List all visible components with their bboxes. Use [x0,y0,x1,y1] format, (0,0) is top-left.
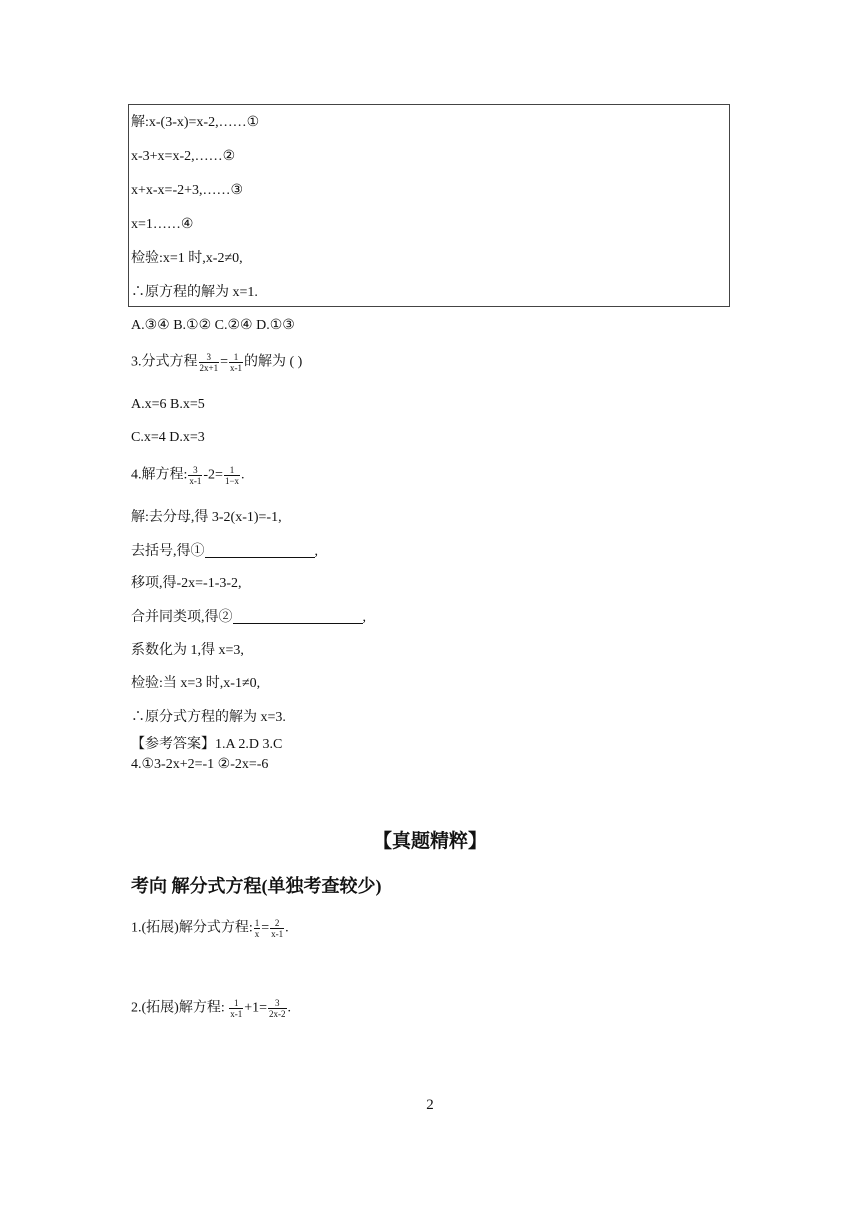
q2-options: A.③④ B.①② C.②④ D.①③ [131,318,295,333]
q4-frac1-num: 3 [188,465,202,476]
q3-question [131,352,302,373]
q4-prefix: 4.解方程: [131,467,188,483]
q3-suffix: 的解为 ( ) [243,354,303,370]
q3-frac2-den: x-1 [229,363,242,373]
q4-frac1-den: x-1 [189,476,202,486]
problem-2 [131,998,291,1019]
q4-mid: -2= [203,467,223,483]
q4-step-2 [131,541,318,562]
p2-mid: +1= [244,1000,268,1016]
answer-blank-1[interactable] [205,541,315,558]
p1-prefix: 1.(拓展)解分式方程: [131,920,253,936]
q4-step-5: 系数化为 1,得 x=3, [131,643,244,658]
q4-frac2-num: 1 [224,465,240,476]
q4-question [131,465,245,486]
page-number: 2 [426,1097,434,1113]
q3-fraction-2 [229,352,243,373]
p2-frac2-num: 3 [268,998,287,1009]
q4-step-3: 移项,得-2x=-1-3-2, [131,576,242,591]
p1-frac1-num: 1 [254,918,260,928]
p1-frac1-den: x [254,929,260,939]
q4-step-4 [131,607,366,628]
q4-step-7: ∴原分式方程的解为 x=3. [131,710,286,725]
topic-subtitle: 考向 解分式方程(单独考查较少) [131,876,382,896]
p2-fraction-2 [268,998,287,1019]
answers-line-2: 4.①3-2x+2=-1 ②-2x=-6 [131,757,269,772]
q3-options-2: C.x=4 D.x=3 [131,430,205,445]
q3-frac1-den: 2x+1 [199,363,219,373]
q4-step2-prefix: 去括号,得① [131,544,205,559]
p1-equals: = [261,920,270,936]
p1-fraction-1 [254,918,261,939]
p2-frac1-num: 1 [229,998,243,1009]
problem-1 [131,918,289,939]
q4-fraction-1 [188,465,202,486]
q3-prefix: 3.分式方程 [131,354,198,370]
q4-step-1: 解:去分母,得 3-2(x-1)=-1, [131,510,282,525]
answer-blank-2[interactable] [233,607,363,624]
box-line-3: x+x-x=-2+3,……③ [131,183,244,198]
q3-frac1-num: 3 [199,352,220,363]
p2-end: . [287,1000,292,1016]
q4-step4-prefix: 合并同类项,得② [131,610,233,625]
q4-frac2-den: 1−x [224,476,240,486]
q3-options-1: A.x=6 B.x=5 [131,397,205,412]
p2-frac1-den: x-1 [230,1009,243,1019]
p1-end: . [285,920,289,936]
p2-fraction-1 [229,998,243,1019]
p1-frac2-num: 2 [270,918,284,929]
q4-step4-suffix: , [362,610,366,625]
box-line-4: x=1……④ [131,217,194,232]
answers-line-1: 【参考答案】1.A 2.D 3.C [131,737,283,752]
box-line-5: 检验:x=1 时,x-2≠0, [131,251,243,266]
q4-end: . [241,467,245,483]
q3-equals: = [220,354,228,370]
section-title: 【真题精粹】 [372,831,487,852]
q4-step2-suffix: , [314,544,318,559]
q3-frac2-num: 1 [229,352,243,363]
p2-prefix: 2.(拓展)解方程: [131,1000,229,1016]
solution-box [128,104,730,307]
p1-frac2-den: x-1 [271,929,284,939]
box-line-6: ∴原方程的解为 x=1. [131,285,258,300]
q4-step-6: 检验:当 x=3 时,x-1≠0, [131,676,261,691]
q4-fraction-2 [224,465,240,486]
p1-fraction-2 [270,918,284,939]
p2-frac2-den: 2x-2 [269,1009,286,1019]
box-line-1: 解:x-(3-x)=x-2,……① [131,115,260,130]
box-line-2: x-3+x=x-2,……② [131,149,236,164]
q3-fraction-1 [199,352,220,373]
